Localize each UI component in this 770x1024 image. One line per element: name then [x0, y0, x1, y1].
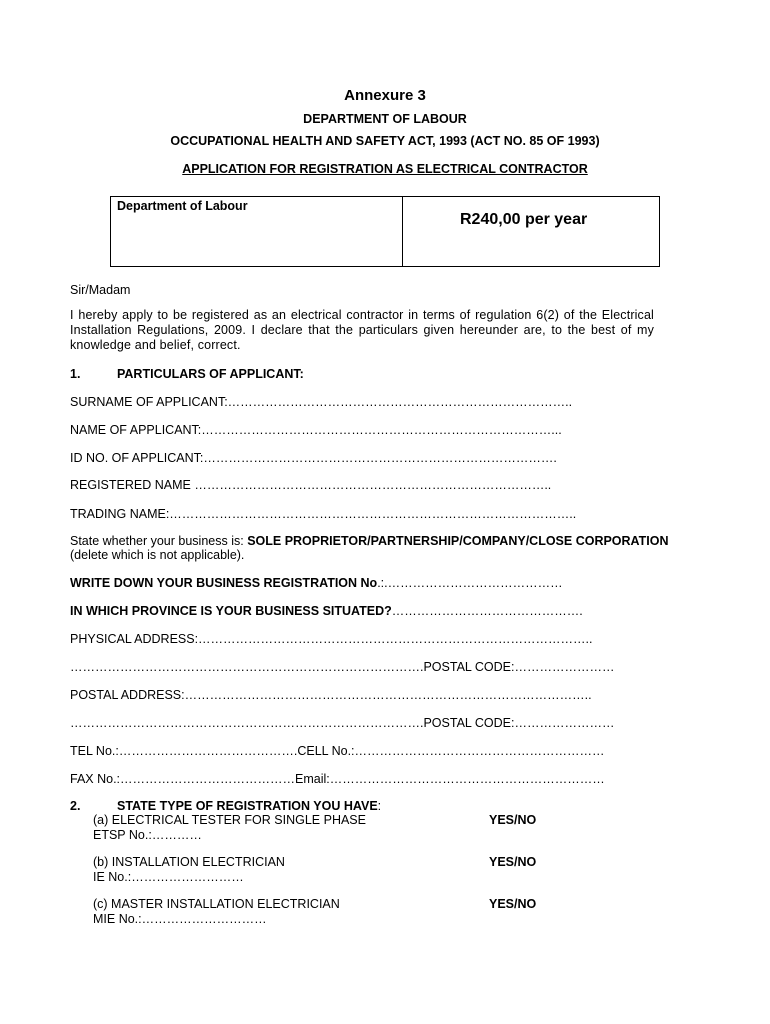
province-field[interactable]: ………………………………………. — [391, 604, 583, 618]
registration-type-answer[interactable]: YES/NO — [489, 897, 537, 911]
registration-type-answer[interactable]: YES/NO — [489, 855, 537, 869]
fax-email-field[interactable]: FAX No.:……………………………………Email:………………………………………………………… — [70, 772, 605, 786]
fee-box — [110, 196, 660, 267]
registration-type-label: (a) ELECTRICAL TESTER FOR SINGLE PHASE — [93, 813, 366, 827]
id-number-field[interactable]: ID NO. OF APPLICANT:…………………………………………………………………………. — [70, 451, 557, 465]
registration-number-field[interactable]: .:.…………………………………… — [377, 576, 563, 590]
section2-title-line — [117, 799, 381, 813]
registration-type-answer[interactable]: YES/NO — [489, 813, 537, 827]
section1-title: PARTICULARS OF APPLICANT: — [117, 367, 304, 381]
registration-type-number-field[interactable]: IE No.:……………………… — [93, 870, 244, 884]
surname-field[interactable]: SURNAME OF APPLICANT:……………………………………………………………………….. — [70, 395, 573, 409]
business-type-prefix: State whether your business is: — [70, 534, 248, 548]
registration-type-number-field[interactable]: ETSP No.:………… — [93, 828, 202, 842]
section1-number: 1. — [70, 367, 81, 381]
tel-cell-field[interactable]: TEL No.:…………………………………….CELL No.:…………………………………………………… — [70, 744, 605, 758]
business-type-options[interactable]: SOLE PROPRIETOR/PARTNERSHIP/COMPANY/CLOSE CORPORATION — [247, 534, 669, 548]
business-type-line — [70, 534, 669, 548]
fee-box-department-label: Department of Labour — [117, 199, 248, 213]
registration-type-label: (b) INSTALLATION ELECTRICIAN — [93, 855, 285, 869]
physical-address-field[interactable]: PHYSICAL ADDRESS:………………………………………………………………………………….. — [70, 632, 593, 646]
registration-number-label: WRITE DOWN YOUR BUSINESS REGISTRATION No — [70, 576, 378, 590]
postal-address-line2-field[interactable]: ………………………………………………………………………….POSTAL CODE:…………………… — [70, 716, 615, 730]
declaration-paragraph: I hereby apply to be registered as an electrical contractor in terms of regulation 6(2) of the Electrical Installation Regulations, 2009. I declare that the particulars given hereunder are, to the best of my knowledge and belief, correct. — [70, 308, 654, 352]
postal-address-field[interactable]: POSTAL ADDRESS:…………………………………………………………………………………….. — [70, 688, 592, 702]
form-title: APPLICATION FOR REGISTRATION AS ELECTRICAL CONTRACTOR — [182, 162, 588, 176]
name-field[interactable]: NAME OF APPLICANT:…………………………………………………………………………... — [70, 423, 562, 437]
province-line[interactable] — [70, 604, 583, 618]
registration-type-number-field[interactable]: MIE No.:………………………… — [93, 912, 267, 926]
act-heading: OCCUPATIONAL HEALTH AND SAFETY ACT, 1993 (ACT NO. 85 OF 1993) — [170, 134, 600, 148]
fee-box-left-cell — [111, 197, 403, 266]
section2-title-colon: : — [377, 799, 382, 813]
trading-name-field[interactable]: TRADING NAME:…………………………………………………………………………………….. — [70, 507, 577, 521]
business-type-note: (delete which is not applicable). — [70, 548, 245, 562]
registration-number-line[interactable] — [70, 576, 563, 590]
fee-amount: R240,00 per year — [460, 211, 588, 228]
province-label: IN WHICH PROVINCE IS YOUR BUSINESS SITUATED? — [70, 604, 392, 618]
section2-title: STATE TYPE OF REGISTRATION YOU HAVE — [117, 799, 378, 813]
annexure-title: Annexure 3 — [344, 87, 426, 104]
physical-address-line2-field[interactable]: ………………………………………………………………………….POSTAL CODE:…………………… — [70, 660, 615, 674]
registered-name-field[interactable]: REGISTERED NAME ………………………………………………………………………….. — [70, 478, 552, 492]
registration-type-label: (c) MASTER INSTALLATION ELECTRICIAN — [93, 897, 340, 911]
department-heading: DEPARTMENT OF LABOUR — [303, 112, 467, 126]
section2-number: 2. — [70, 799, 81, 813]
salutation: Sir/Madam — [70, 283, 131, 297]
